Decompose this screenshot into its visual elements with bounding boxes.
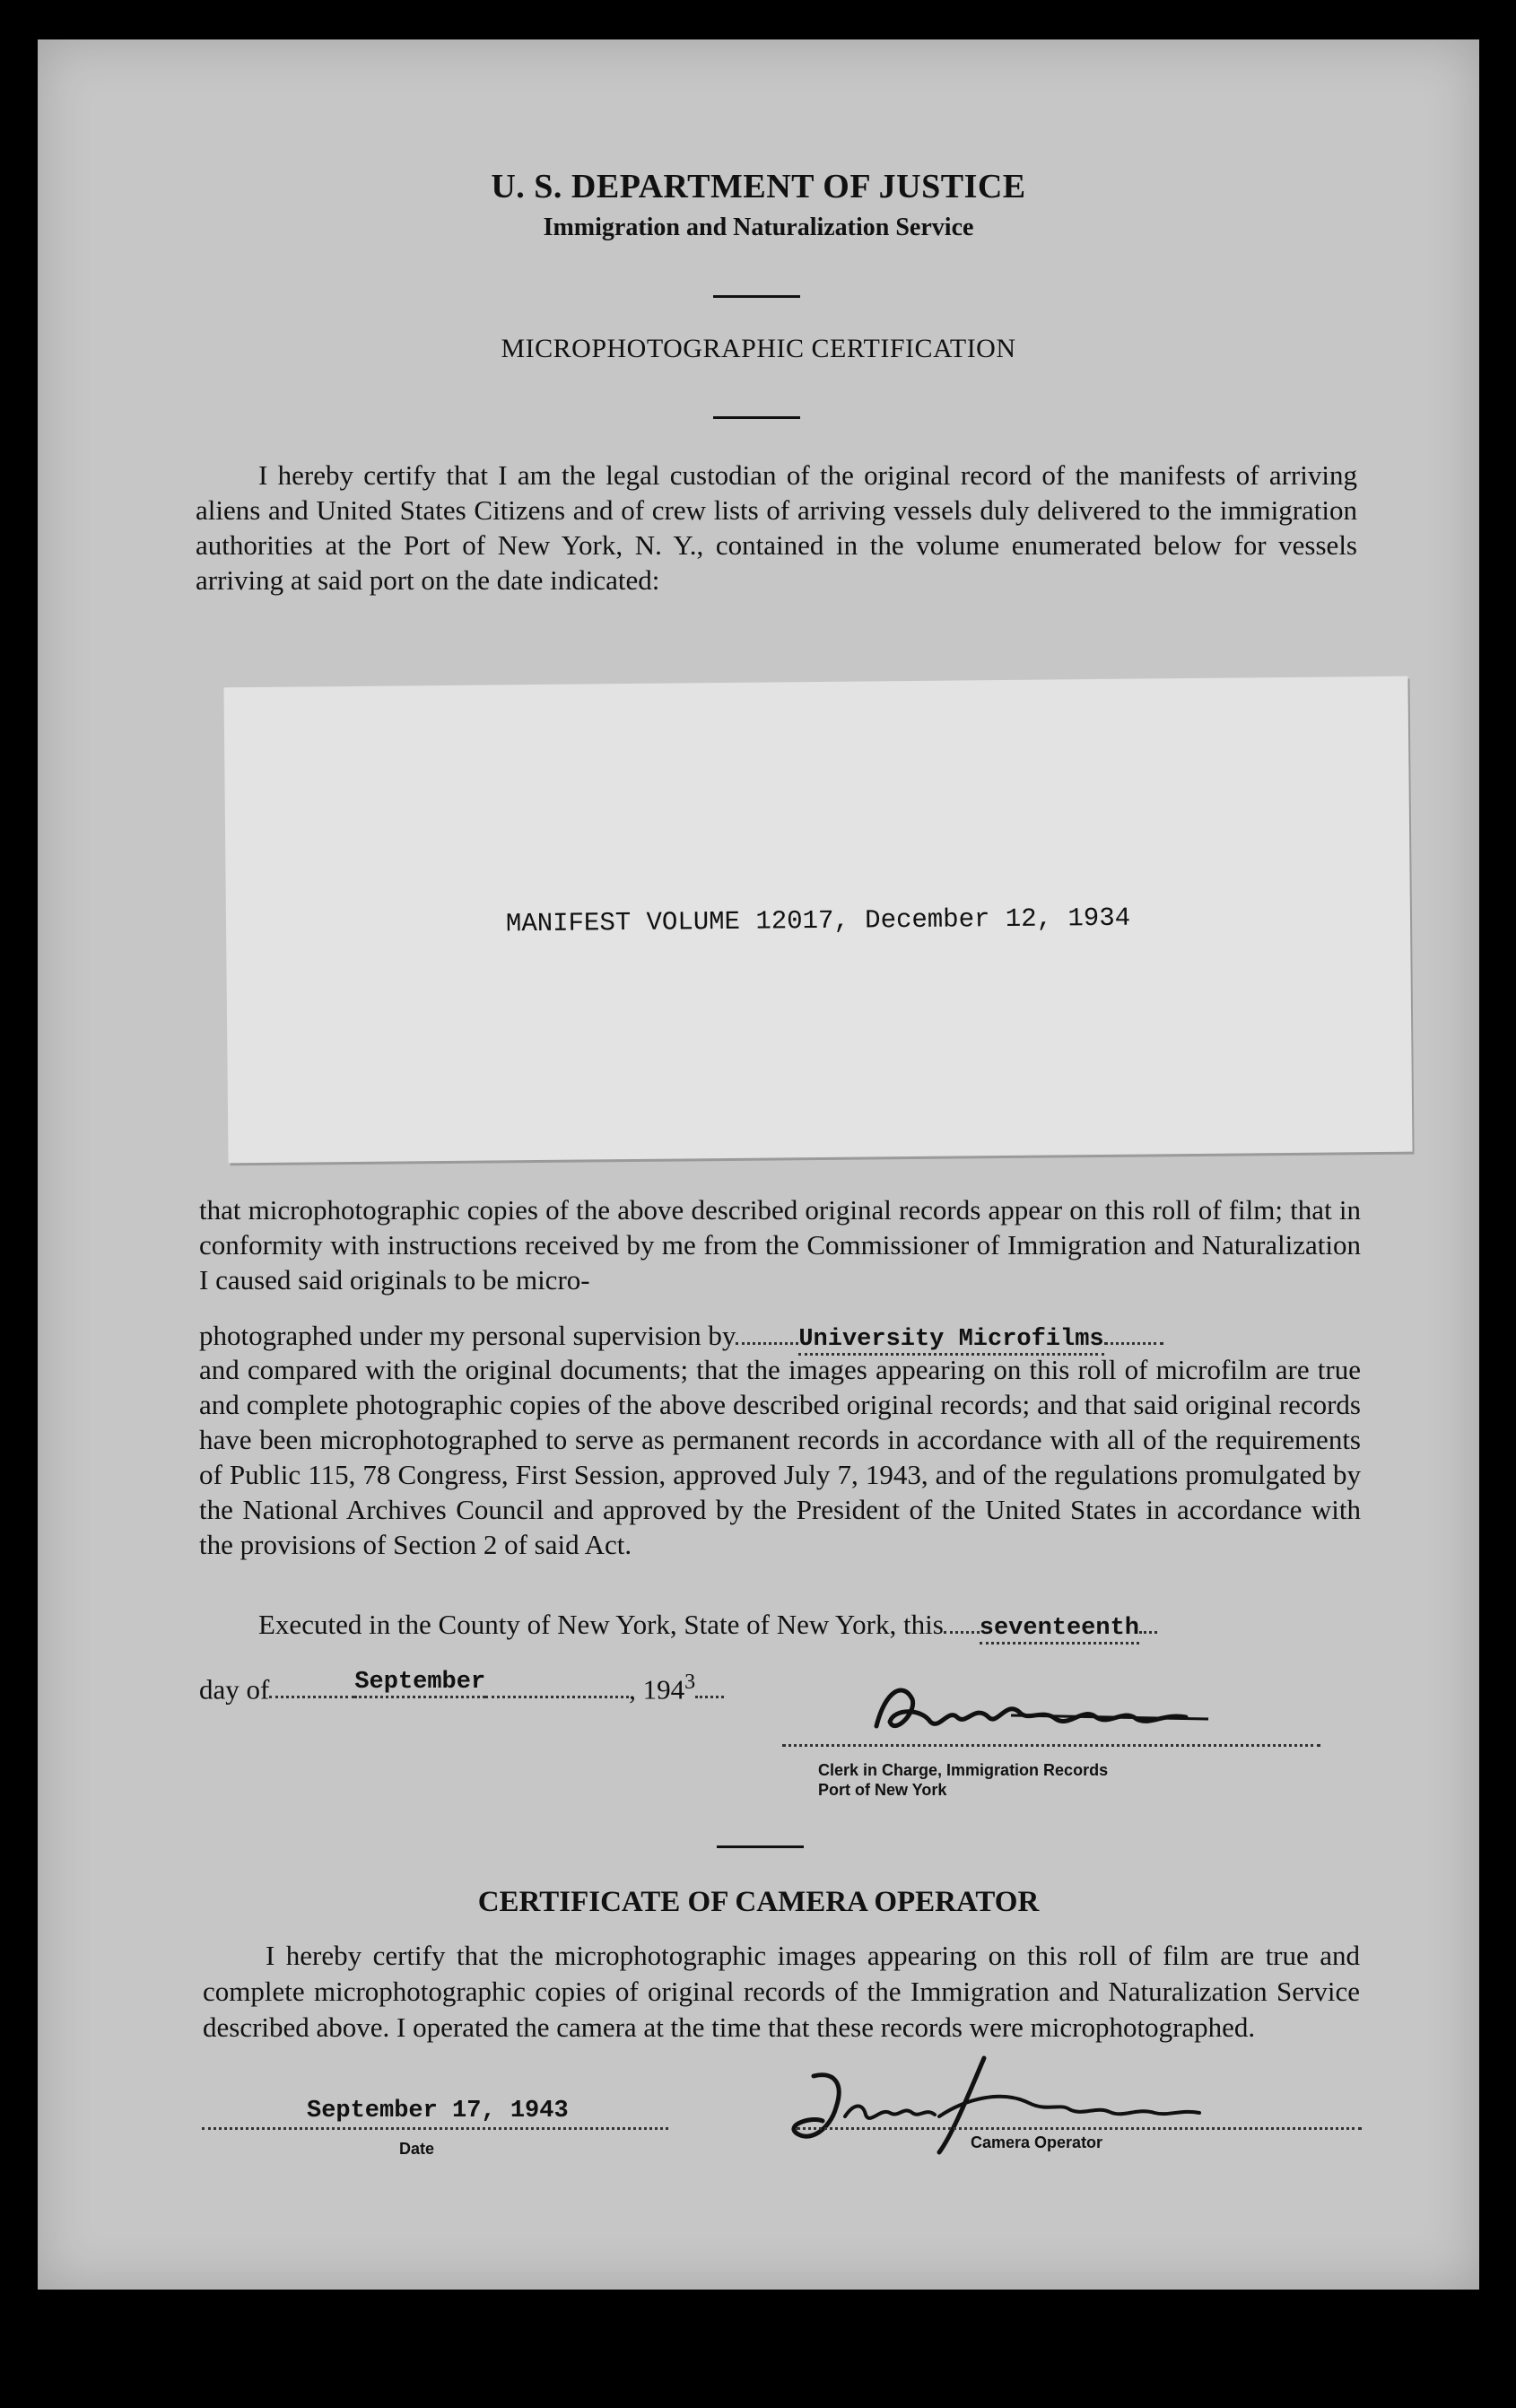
dotted-leader — [269, 1671, 354, 1698]
dotted-leader — [944, 1606, 980, 1634]
execution-label: Executed in the County of New York, State of New York, this — [258, 1609, 944, 1640]
camera-certificate-text: I hereby certify that the microphotographic images appearing on this roll of film are true and complete microphotographic copies of original records of the Immigration and Naturalization Service described above. I operated the camera at the time that these records were microphotographed. — [203, 1940, 1360, 2043]
dotted-leader — [485, 1671, 629, 1698]
camera-operator-label: Camera Operator — [971, 2133, 1103, 2151]
dotted-leader — [736, 1317, 798, 1345]
clerk-signature — [841, 1672, 1253, 1753]
body-paragraph-part2: and compared with the original documents; that the images appearing on this roll of microfilm are true and complete photographic copies of the above described original records; and that said original records have been microphotographed to serve as permanent records in accordance with all of the requirements of Public 115, 78 Congress, First Session, approved July 7, 1943, and of the regulations promulgated by the National Archives Council and approved by the President of the United States in accordance with the provisions of Section 2 of said Act. — [199, 1354, 1361, 1560]
clerk-title — [818, 1760, 1108, 1800]
execution-line — [258, 1606, 1157, 1642]
divider-rule — [713, 295, 800, 298]
supervisor-value: University Microfilms — [798, 1326, 1103, 1356]
camera-date-line — [202, 2127, 668, 2130]
department-title: U. S. DEPARTMENT OF JUSTICE — [491, 168, 1026, 205]
certificate-page — [38, 39, 1479, 2290]
clerk-signature-line — [782, 1744, 1320, 1747]
divider-rule — [717, 1845, 804, 1848]
dotted-leader — [1139, 1606, 1157, 1634]
body-paragraph-part1: that microphotographic copies of the above described original records appear on this roll of film; that in conformity with instructions received by me from the Commissioner of Immigration and Naturalization I caused said originals to be micro- — [199, 1194, 1361, 1296]
camera-date-label: Date — [399, 2140, 435, 2158]
camera-heading: CERTIFICATE OF CAMERA OPERATOR — [477, 1886, 1040, 1918]
manifest-volume-text: MANIFEST VOLUME 12017, December 12, 1934 — [505, 903, 1131, 939]
divider-rule — [713, 416, 800, 419]
year-prefix: , 194 — [629, 1673, 685, 1706]
camera-operator-line — [797, 2127, 1362, 2130]
certification-heading: MICROPHOTOGRAPHIC CERTIFICATION — [501, 334, 1016, 363]
clerk-title-line1: Clerk in Charge, Immigration Records — [818, 1761, 1109, 1779]
supervision-line — [199, 1317, 1163, 1353]
camera-date-value: September 17, 1943 — [307, 2098, 569, 2124]
supervision-label: photographed under my personal supervision by — [199, 1320, 736, 1351]
service-subtitle: Immigration and Naturalization Service — [543, 214, 974, 241]
manifest-volume-card — [223, 676, 1412, 1164]
dotted-leader — [1104, 1317, 1163, 1345]
intro-paragraph: I hereby certify that I am the legal custodian of the original record of the manifests of arriving aliens and United States Citizens and of crew lists of arriving vessels duly delivered to the immigration authorities at the Port of New York, N. Y., contained in the volume enumerated below for vessels arriving at said port on the date indicated: — [196, 459, 1357, 596]
day-of-line — [199, 1671, 724, 1706]
execution-day-value: seventeenth — [980, 1615, 1139, 1645]
day-of-label: day of — [199, 1673, 270, 1706]
year-value: 3 — [684, 1671, 696, 1694]
execution-month-value: September — [354, 1669, 485, 1698]
dotted-leader — [695, 1671, 724, 1698]
clerk-title-line2: Port of New York — [818, 1781, 947, 1799]
